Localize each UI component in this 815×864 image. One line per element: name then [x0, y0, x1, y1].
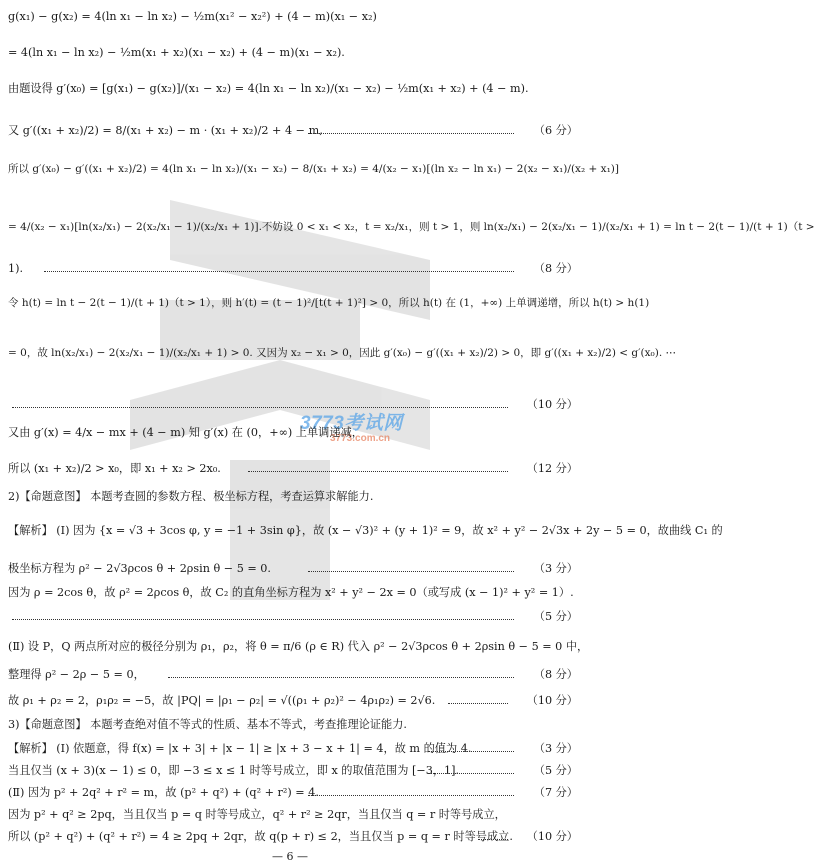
score-label: （7 分）: [530, 786, 578, 800]
line-text: 3)【命题意图】 本题考查绝对值不等式的性质、基本不等式，考查推理论证能力.: [8, 718, 407, 731]
line-text: 又 g′((x₁ + x₂)/2) = 8/(x₁ + x₂) − m · (x₁ + x₂)/2 + 4 − m,: [8, 124, 323, 137]
text-line: [8, 524, 723, 538]
line-text: 因为 p² + q² ≥ 2pq，当且仅当 p = q 时等号成立，q² + r² ≥ 2qr，当且仅当 q = r 时等号成立，: [8, 808, 506, 821]
text-line: [8, 808, 578, 822]
score-label: （5 分）: [530, 764, 578, 778]
line-text: 所以 (p² + q²) + (q² + r²) = 4 ≥ 2pq + 2qr，故 q(p + r) ≤ 2，当且仅当 p = q = r 时等号成立.: [8, 830, 513, 843]
line-text: 【解析】 (Ⅰ) 因为 {x = √3 + 3cos φ, y = −1 + 3sin φ}，故 (x − √3)² + (y + 1)² = 9，故 x² + y² − 2√3x + 2y − 5 = 0，故曲线 C₁ 的: [8, 524, 723, 537]
leader-dots: [44, 271, 514, 272]
line-text: 整理得 ρ² − 2ρ − 5 = 0，: [8, 668, 145, 681]
line-text: 当且仅当 (x + 3)(x − 1) ≤ 0，即 −3 ≤ x ≤ 1 时等号成立，即 x 的取值范围为 [−3，1].: [8, 764, 460, 777]
text-line: [8, 610, 578, 624]
line-text: (Ⅱ) 因为 p² + 2q² + r² = m，故 (p² + q²) + (q² + r²) = 4.: [8, 786, 319, 799]
line-text: 2)【命题意图】 本题考查圆的参数方程、极坐标方程，考查运算求解能力.: [8, 490, 374, 503]
text-line: [8, 830, 578, 844]
text-line: [8, 398, 578, 412]
leader-dots: [308, 795, 514, 796]
text-line: [8, 462, 578, 476]
line-text: 1).: [8, 262, 24, 275]
line-text: 因为 ρ = 2cos θ，故 ρ² = 2ρcos θ，故 C₂ 的直角坐标方程为 x² + y² − 2x = 0（或写成 (x − 1)² + y² = 1）.: [8, 586, 574, 599]
score-label: （10 分）: [523, 830, 578, 844]
score-label: （10 分）: [523, 398, 578, 412]
line-text: 所以 (x₁ + x₂)/2 > x₀，即 x₁ + x₂ > 2x₀.: [8, 462, 221, 475]
line-text: 令 h(t) = ln t − 2(t − 1)/(t + 1)（t > 1），则 h′(t) = (t − 1)²/[t(t + 1)²] > 0，所以 h(t) 在 (1，+∞) 上单调递增，所以 h(t) > h(1): [8, 297, 650, 309]
leader-dots: [308, 133, 514, 134]
leader-dots: [12, 619, 514, 620]
text-line: [8, 586, 578, 600]
score-label: （3 分）: [530, 742, 578, 756]
score-label: （6 分）: [530, 124, 578, 138]
leader-dots: [478, 839, 508, 840]
leader-dots: [428, 751, 514, 752]
leader-dots: [308, 571, 514, 572]
score-label: （10 分）: [523, 694, 578, 708]
section-heading: [8, 490, 578, 504]
line-text: = 4/(x₂ − x₁)[ln(x₂/x₁) − 2(x₂/x₁ − 1)/(x₂/x₁ + 1)].不妨设 0 < x₁ < x₂，t = x₂/x₁，则 t > 1，则 ln(x₂/x₁) − 2(x₂/x₁ − 1)/(x₂/x₁ + 1) = ln t − 2(t − 1)/(t + 1)（t >: [8, 221, 815, 233]
text-line: [8, 426, 578, 440]
line-text: 所以 g′(x₀) − g′((x₁ + x₂)/2) = 4(ln x₁ − ln x₂)/(x₁ − x₂) − 8/(x₁ + x₂) = 4/(x₂ − x₁)[(ln x₂ − ln x₁) − 2(x₂ − x₁)/(x₂ + x₁)]: [8, 163, 619, 175]
line-text: (Ⅱ) 设 P，Q 两点所对应的极径分别为 ρ₁，ρ₂，将 θ = π/6 (ρ ∈ R) 代入 ρ² − 2√3ρcos θ + 2ρsin θ − 5 = 0 中，: [8, 640, 589, 653]
text-line: [8, 82, 578, 96]
line-text: = 4(ln x₁ − ln x₂) − ½m(x₁ + x₂)(x₁ − x₂) + (4 − m)(x₁ − x₂).: [8, 46, 345, 59]
text-line: [8, 668, 578, 682]
line-text: 极坐标方程为 ρ² − 2√3ρcos θ + 2ρsin θ − 5 = 0.: [8, 562, 271, 575]
page-number: — 6 —: [272, 850, 308, 863]
line-text: = 0，故 ln(x₂/x₁) − 2(x₂/x₁ − 1)/(x₂/x₁ + 1) > 0. 又因为 x₂ − x₁ > 0，因此 g′(x₀) − g′((x₁ + x₂)/2) > 0，即 g′((x₁ + x₂)/2) < g′(x₀). ⋯: [8, 347, 677, 359]
score-label: （8 分）: [530, 262, 578, 276]
line-text: g(x₁) − g(x₂) = 4(ln x₁ − ln x₂) − ½m(x₁² − x₂²) + (4 − m)(x₁ − x₂): [8, 10, 377, 23]
score-label: （12 分）: [523, 462, 578, 476]
text-line: [8, 346, 677, 360]
line-text: 又由 g′(x) = 4/x − mx + (4 − m) 知 g′(x) 在 (0，+∞) 上单调递减，: [8, 426, 363, 439]
text-line: [8, 742, 578, 756]
watermark-url: 3773.com.cn: [330, 433, 391, 444]
text-line: [8, 220, 815, 234]
line-text: 由题设得 g′(x₀) = [g(x₁) − g(x₂)]/(x₁ − x₂) = 4(ln x₁ − ln x₂)/(x₁ − x₂) − ½m(x₁ + x₂) + (4 − m).: [8, 82, 529, 95]
score-label: （3 分）: [530, 562, 578, 576]
text-line: [8, 764, 578, 778]
leader-dots: [428, 773, 514, 774]
watermark-site-text: 3773考试网: [300, 413, 403, 434]
score-label: （8 分）: [530, 668, 578, 682]
text-line: [8, 46, 578, 60]
text-line: [8, 162, 619, 176]
leader-dots: [248, 471, 508, 472]
section-heading: [8, 718, 578, 732]
score-label: （5 分）: [530, 610, 578, 624]
text-line: [8, 124, 578, 138]
text-line: [8, 10, 578, 24]
text-line: [8, 262, 578, 276]
leader-dots: [168, 677, 514, 678]
leader-dots: [448, 703, 508, 704]
leader-dots: [12, 407, 508, 408]
line-text: 故 ρ₁ + ρ₂ = 2，ρ₁ρ₂ = −5，故 |PQ| = |ρ₁ − ρ₂| = √((ρ₁ + ρ₂)² − 4ρ₁ρ₂) = 2√6.: [8, 694, 436, 707]
text-line: [8, 296, 650, 310]
text-line: [8, 786, 578, 800]
text-line: [8, 640, 589, 654]
line-text: 【解析】 (Ⅰ) 依题意，得 f(x) = |x + 3| + |x − 1| ≥ |x + 3 − x + 1| = 4，故 m 的值为 4.: [8, 742, 472, 755]
text-line: [8, 562, 578, 576]
text-line: [8, 694, 578, 708]
